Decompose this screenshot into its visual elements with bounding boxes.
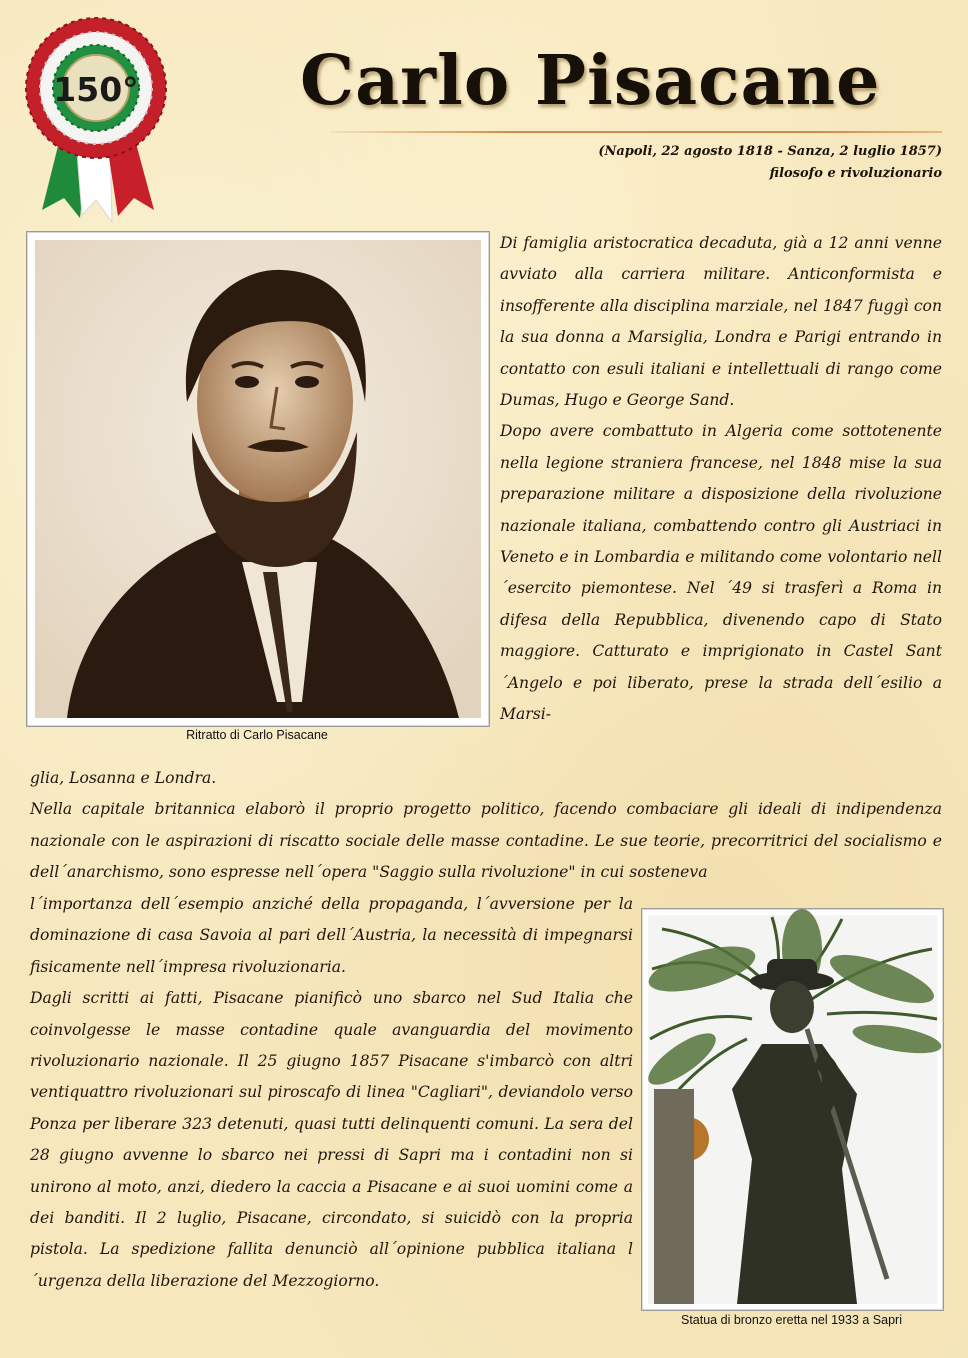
badge-number: 150° [53,70,139,109]
biography-full-width [30,763,942,889]
paragraph-theory-continuation: l´importanza dell´esempio anziché della propaganda, l´avversione per la dominazione di casa Savoia al pari dell´Austria, la necessità di impegnarsi fisicamente nell´impresa rivoluzionaria. [30,895,633,976]
paragraph-london-theory: Nella capitale britannica elaborò il proprio progetto politico, facendo combaciare gli ideali di indipendenza nazionale con le aspirazioni di riscatto sociale delle masse contadine. Le sue teorie, precorritrici del socialismo e dell´anarchismo, sono espresse nell´opera "Saggio sulla rivoluzione" in cui sosteneva [30,800,942,882]
statue-caption: Statua di bronzo eretta nel 1933 a Sapri [681,1313,902,1327]
paragraph-exile-continuation: glia, Losanna e Londra. [30,769,217,787]
life-dates: (Napoli, 22 agosto 1818 - Sanza, 2 luglio 1857) [598,144,942,159]
portrait-image [26,231,490,727]
biography-column-right [500,228,942,731]
statue-image [641,908,944,1311]
portrait-illustration [27,232,489,726]
page-title: Carlo Pisacane [300,41,881,121]
paragraph-sapri-expedition: Dagli scritti ai fatti, Pisacane pianificò uno sbarco nel Sud Italia che coinvolgesse le masse contadine quale avanguardia del movimento rivoluzionario nazionale. Il 25 giugno 1857 Pisacane s'imbarcò con altri ventiquattro rivoluzionari sul piroscafo di linea "Cagliari", deviandolo verso Ponza per liberare 323 detenuti, quasi tutti delinquenti comuni. La sera del 28 giugno avvenne lo sbarco nei pressi di Sapri ma i contadini non si unirono al moto, anzi, diedero la caccia a Pisacane e ai suoi uomini come a dei banditi. Il 2 luglio, Pisacane, circondato, si suicidò con la propria pistola. La spedizione fallita denunciò all´opinione pubblica italiana l´urgenza della liberazione del Mezzogiorno. [30,989,633,1290]
title-divider [330,131,942,133]
portrait-caption: Ritratto di Carlo Pisacane [186,728,328,742]
anniversary-rosette [22,10,170,225]
biography-column-left [30,889,633,1297]
paragraph-early-life: Di famiglia aristocratica decaduta, già a 12 anni venne avviato alla carriera militare. Anticonformista e insofferente alla disciplina marziale, nel 1847 fuggì con la sua donna a Marsiglia, Londra e Parigi entrando in contatto con esuli italiani e intellettuali di rango come Dumas, Hugo e George Sand. [500,234,942,410]
paragraph-military-career: Dopo avere combattuto in Algeria come sottotenente nella legione straniera francese, nel 1848 mise la sua preparazione militare a disposizione della rivoluzione nazionale italiana, combattendo contro gli Austriaci in Veneto e in Lombardia e militando come volontario nell´esercito piemontese. Nel ´49 si trasferì a Roma in difesa della Repubblica, divenendo capo di Stato maggiore. Catturato e imprigionato in Castel Sant´Angelo e poi liberato, prese la strada dell´esilio a Marsi- [500,422,942,724]
statue-illustration [642,909,943,1310]
occupation: filosofo e rivoluzionario [769,166,942,181]
